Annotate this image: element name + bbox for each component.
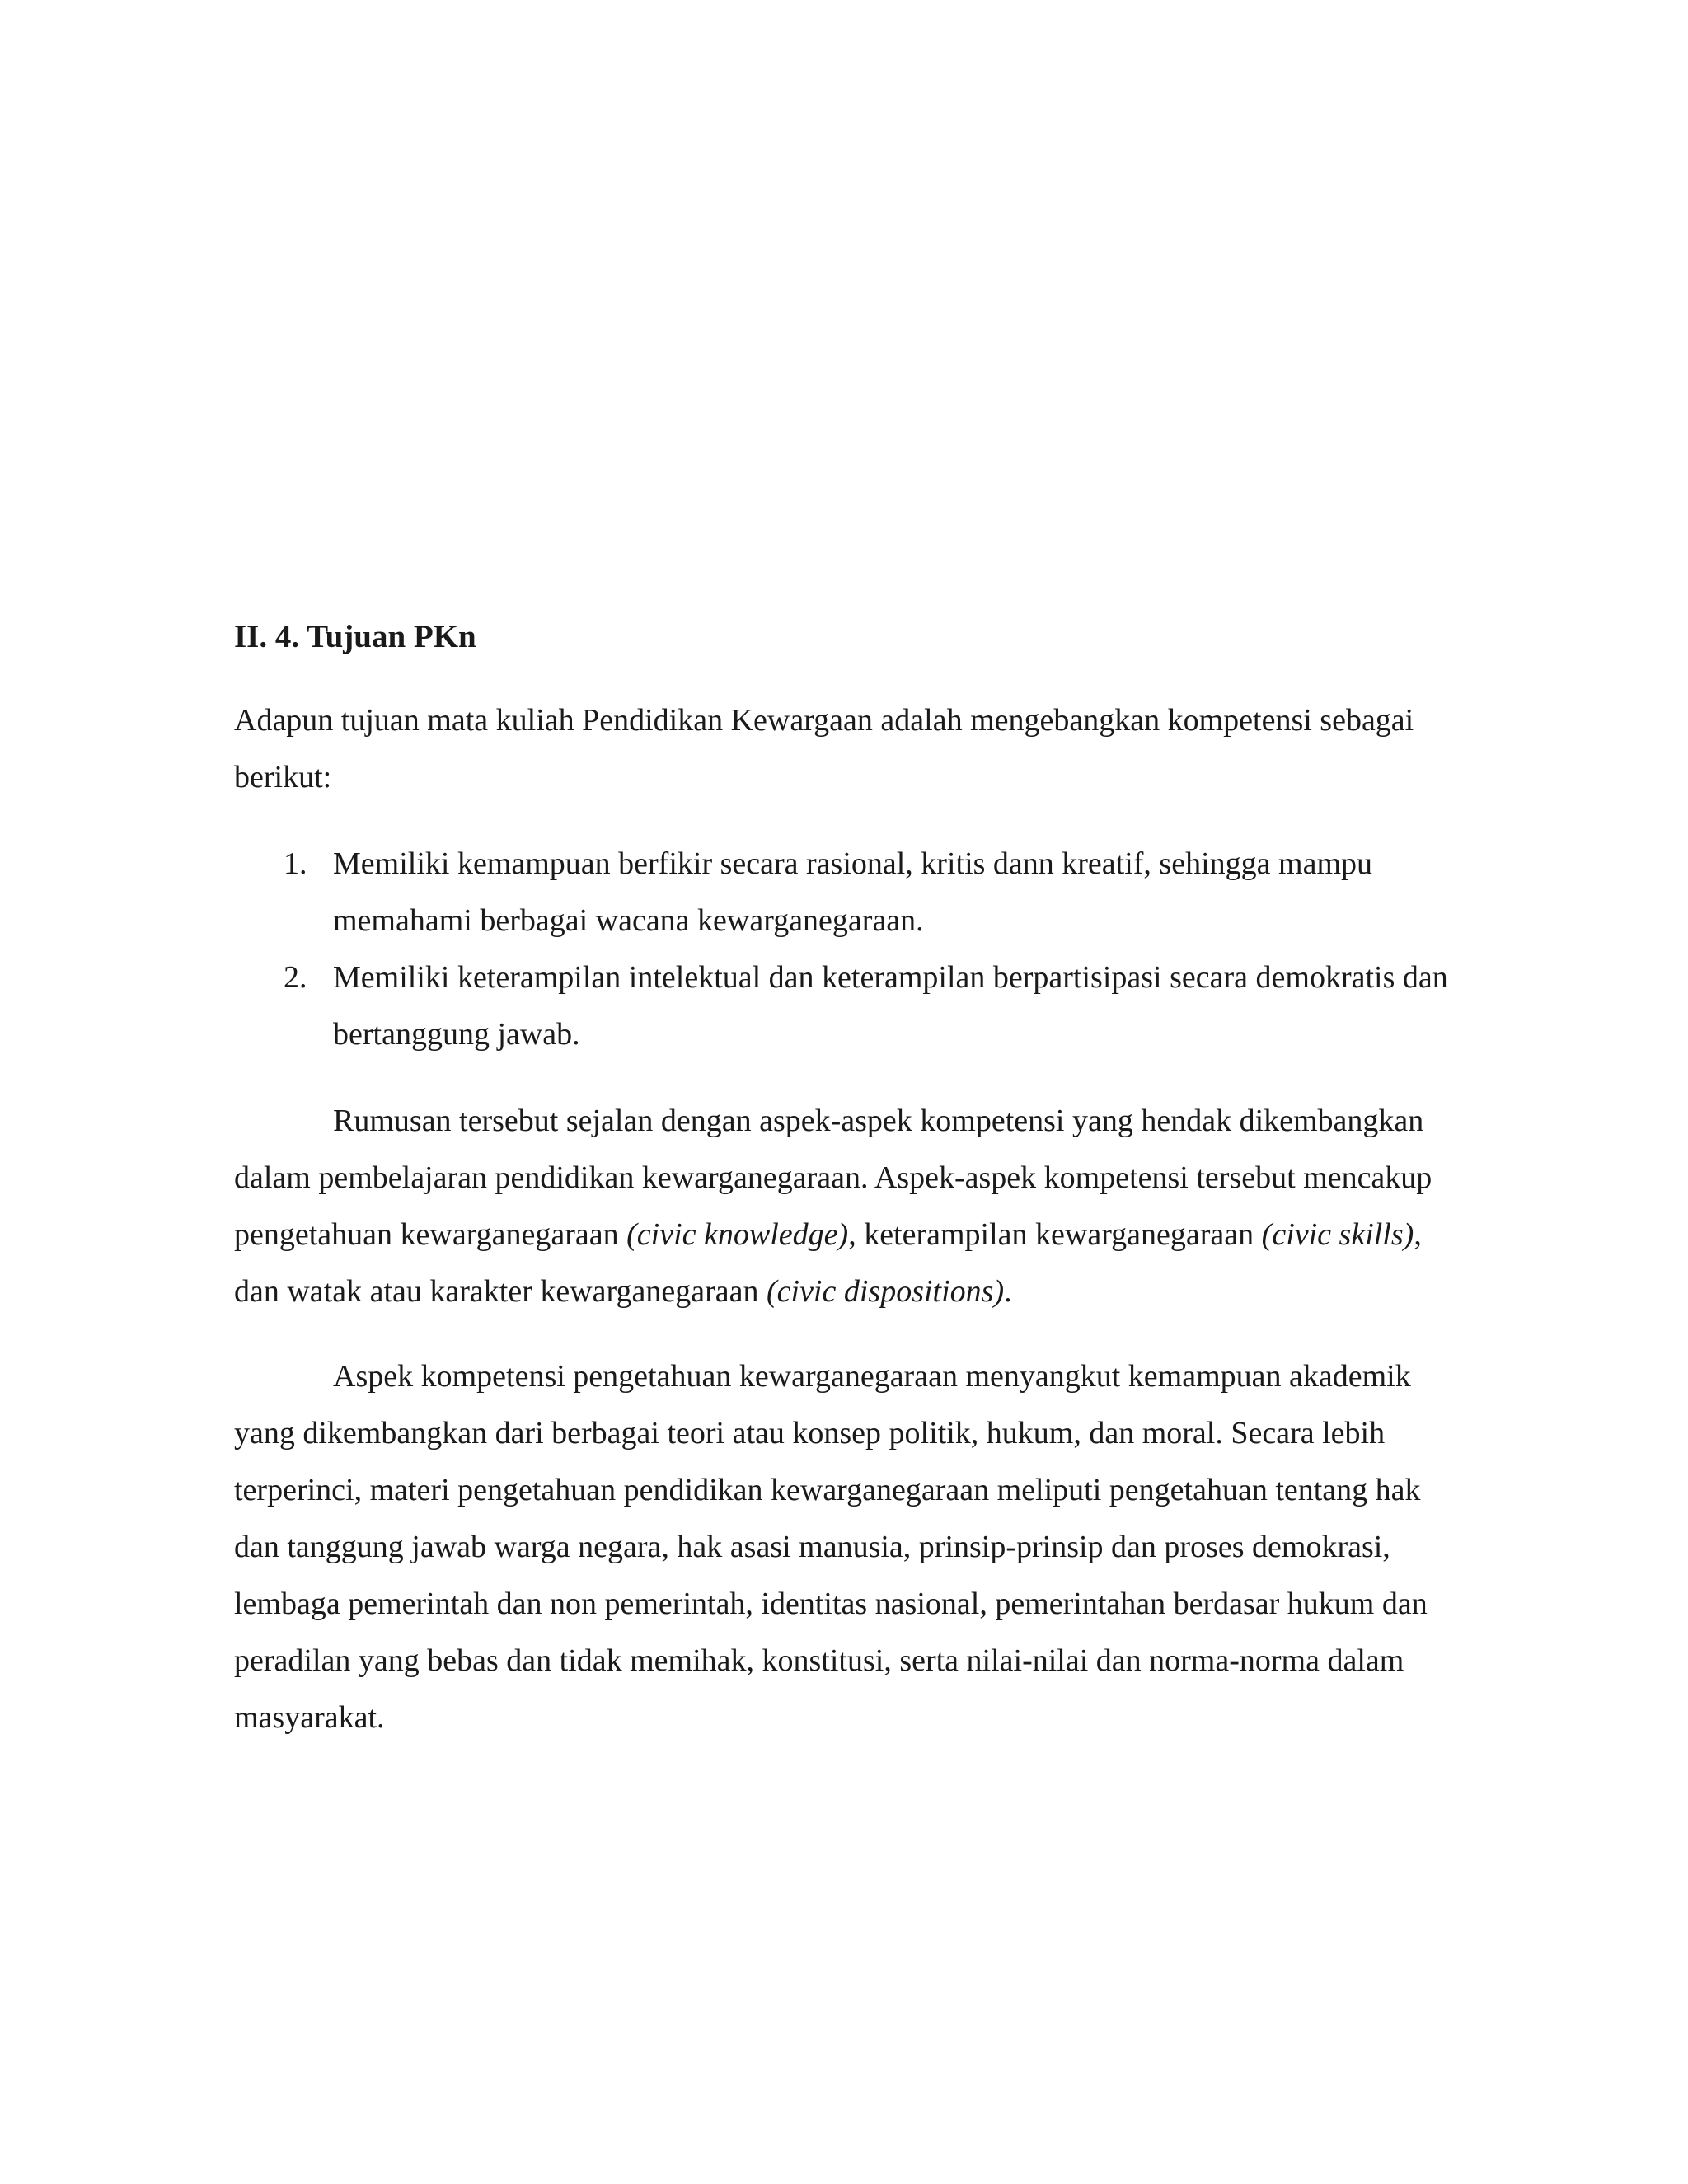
paragraph-text: .	[1004, 1274, 1012, 1309]
paragraph-text: Rumusan tersebut sejalan dengan aspek-aspek kompetensi yang hendak dikembangkan dalam pembelajaran pendidikan kewarganegaraan. Aspek-aspek kompetensi tersebut mencakup pengetahuan kewarganegaraan	[234, 1104, 1432, 1252]
paragraph-text: , dan watak atau karakter kewarganegaraan	[234, 1217, 1422, 1309]
page-content	[234, 608, 1487, 1746]
body-paragraph-competency-aspects	[234, 1093, 1470, 1320]
list-item	[234, 836, 1503, 949]
body-paragraph-civic-knowledge: Aspek kompetensi pengetahuan kewarganegaraan menyangkut kemampuan akademik yang dikembangkan dari berbagai teori atau konsep politik, hukum, dan moral. Secara lebih terperinci, materi pengetahuan pendidikan kewarganegaraan meliputi pengetahuan tentang hak dan tanggung jawab warga negara, hak asasi manusia, prinsip-prinsip dan proses demokrasi, lembaga pemerintah dan non pemerintah, identitas nasional, pemerintahan berdasar hukum dan peradilan yang bebas dan tidak memihak, konstitusi, serta nilai-nilai dan norma-norma dalam masyarakat.	[234, 1359, 1428, 1735]
italic-term: (civic knowledge)	[626, 1217, 849, 1252]
list-item-text: Memiliki keterampilan intelektual dan keterampilan berpartisipasi secara demokratis dan bertanggung jawab.	[333, 960, 1448, 1052]
list-item-text: Memiliki kemampuan berfikir secara rasional, kritis dann kreatif, sehingga mampu memahami berbagai wacana kewarganegaraan.	[333, 846, 1372, 938]
competency-list	[234, 836, 1487, 1063]
italic-term: (civic dispositions)	[766, 1274, 1005, 1309]
list-item-number: 2.	[284, 960, 307, 995]
list-item	[234, 949, 1503, 1063]
italic-term: (civic skills)	[1261, 1217, 1414, 1252]
intro-paragraph: Adapun tujuan mata kuliah Pendidikan Kewargaan adalah mengebangkan kompetensi sebagai berikut:	[234, 703, 1414, 794]
list-item-number: 1.	[284, 846, 307, 881]
section-heading: II. 4. Tujuan PKn	[234, 619, 476, 654]
paragraph-text: , keterampilan kewarganegaraan	[848, 1217, 1262, 1252]
